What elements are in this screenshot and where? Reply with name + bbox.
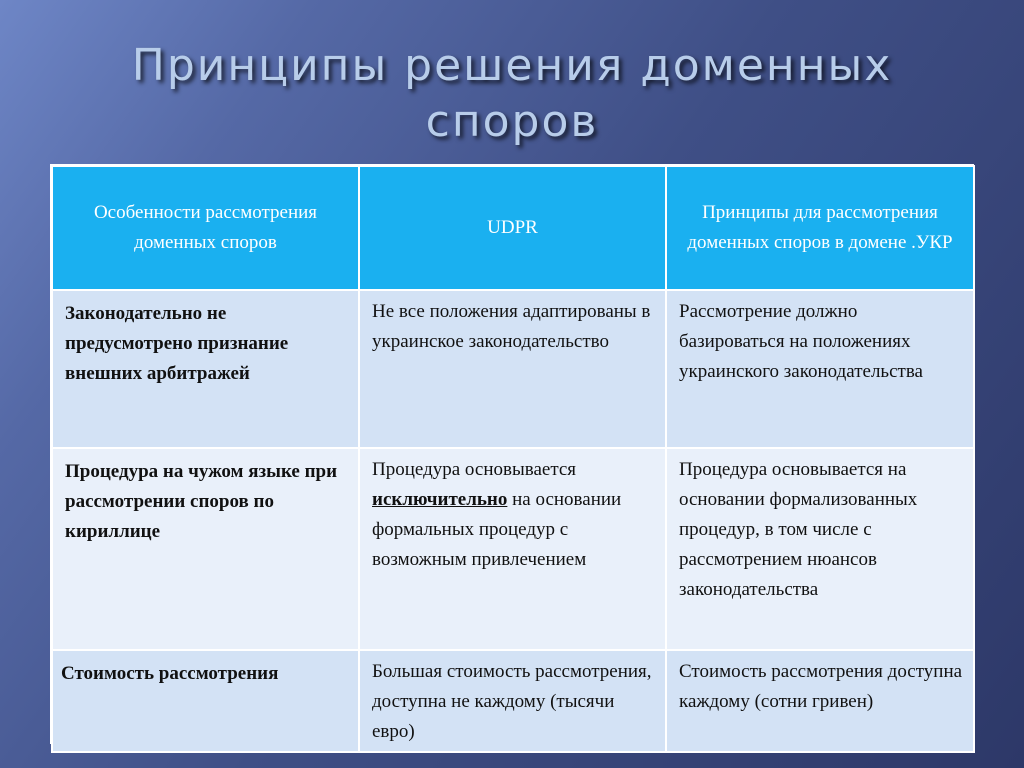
table-row [52,650,974,752]
udpr-text-after: на основании формальных процедур с возможным привлечением [372,489,622,570]
header-cell-udpr: UDPR [359,166,666,290]
slide-title-line-1: Принципы решения доменных [131,40,893,91]
slide-title [0,38,1024,150]
udpr-emphasis-text: исключительно [372,489,508,510]
header-cell-ukr-principles: Принципы для рассмотрения доменных споров в домене .УКР [666,166,974,290]
row-feature-cell: Процедура на чужом языке при рассмотрении споров по кириллице [52,448,359,650]
table-row [52,448,974,650]
row-ukr-cell: Рассмотрение должно базироваться на положениях украинского законодательства [666,290,974,448]
header-cell-features: Особенности рассмотрения доменных споров [52,166,359,290]
row-feature-cell: Законодательно не предусмотрено признание внешних арбитражей [52,290,359,448]
row-udpr-cell: Большая стоимость рассмотрения, доступна не каждому (тысячи евро) [359,650,666,752]
row-ukr-cell: Стоимость рассмотрения доступна каждому (сотни гривен) [666,650,974,752]
table-header-row [52,166,974,290]
row-udpr-cell [359,448,666,650]
table-row [52,290,974,448]
row-ukr-cell: Процедура основывается на основании формализованных процедур, в том числе с рассмотрением нюансов законодательства [666,448,974,650]
row-udpr-cell: Не все положения адаптированы в украинское законодательство [359,290,666,448]
row-feature-cell: Стоимость рассмотрения [52,650,359,752]
udpr-text-before: Процедура основывается [372,459,577,480]
slide-title-line-2: споров [425,96,599,147]
comparison-table [50,164,974,744]
